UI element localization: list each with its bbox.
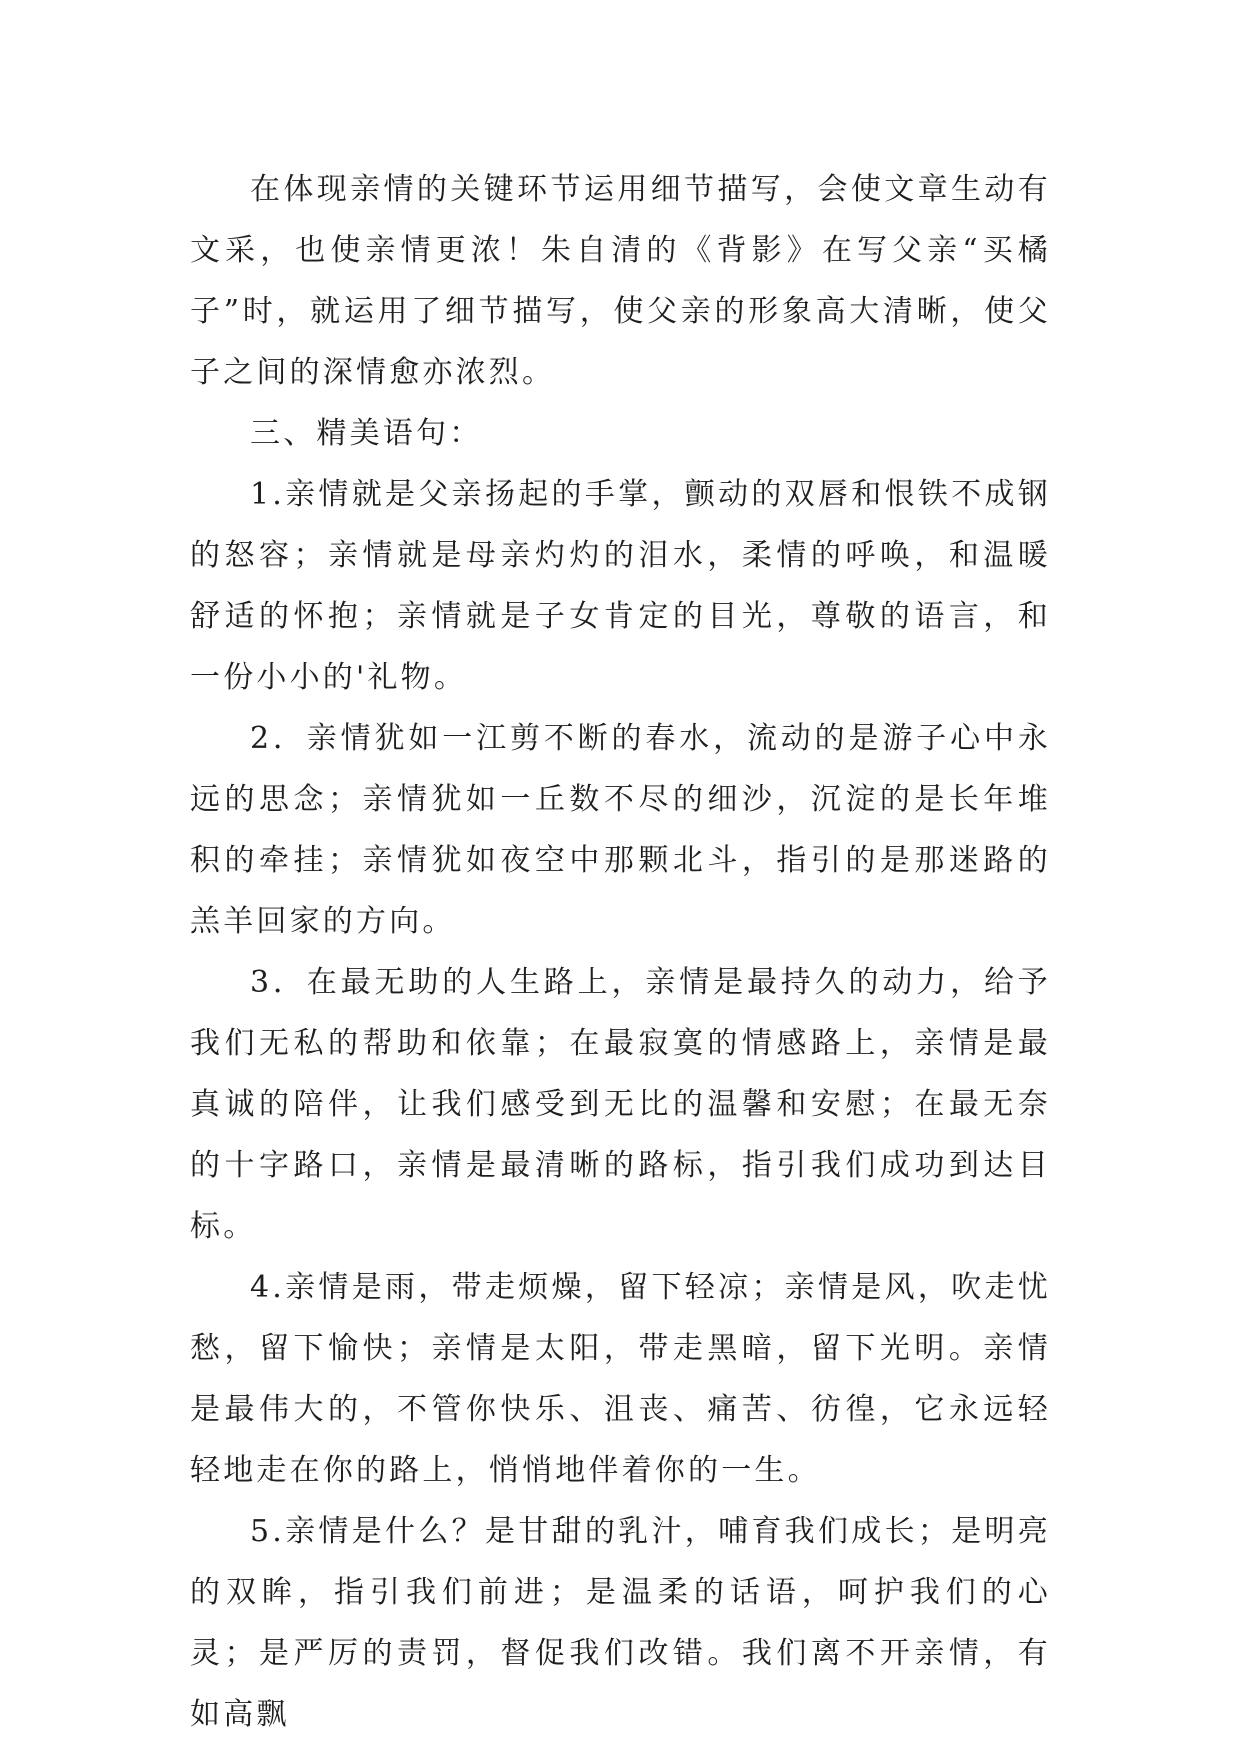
paragraph-item-5: 5.亲情是什么？是甘甜的乳汁，哺育我们成长；是明亮的双眸，指引我们前进；是温柔的话语，呵护我们的心灵；是严厉的责罚，督促我们改错。我们离不开亲情，有如高飘: [190, 1514, 1051, 1732]
document-body: [190, 159, 1051, 1745]
paragraph-item-4: 4.亲情是雨，带走烦燥，留下轻凉；亲情是风，吹走忧愁，留下愉快；亲情是太阳，带走黑暗，留下光明。亲情是最伟大的，不管你快乐、沮丧、痛苦、彷徨，它永远轻轻地走在你的路上，悄悄地伴着你的一生。: [190, 1270, 1051, 1488]
section-heading: 三、精美语句：: [250, 416, 483, 451]
paragraph-intro: 在体现亲情的关键环节运用细节描写，会使文章生动有文采，也使亲情更浓！朱自清的《背影》在写父亲“买橘子”时，就运用了细节描写，使父亲的形象高大清晰，使父子之间的深情愈亦浓烈。: [190, 172, 1051, 390]
paragraph-item-3: 3．在最无助的人生路上，亲情是最持久的动力，给予我们无私的帮助和依靠；在最寂寞的情感路上，亲情是最真诚的陪伴，让我们感受到无比的温馨和安慰；在最无奈的十字路口，亲情是最清晰的路标，指引我们成功到达目标。: [190, 965, 1051, 1244]
paragraph-item-1: 1.亲情就是父亲扬起的手掌，颤动的双唇和恨铁不成钢的怒容；亲情就是母亲灼灼的泪水，柔情的呼唤，和温暖舒适的怀抱；亲情就是子女肯定的目光，尊敬的语言，和一份小小的'礼物。: [190, 477, 1051, 695]
paragraph-item-2: 2．亲情犹如一江剪不断的春水，流动的是游子心中永远的思念；亲情犹如一丘数不尽的细沙，沉淀的是长年堆积的牵挂；亲情犹如夜空中那颗北斗，指引的是那迷路的羔羊回家的方向。: [190, 721, 1051, 939]
